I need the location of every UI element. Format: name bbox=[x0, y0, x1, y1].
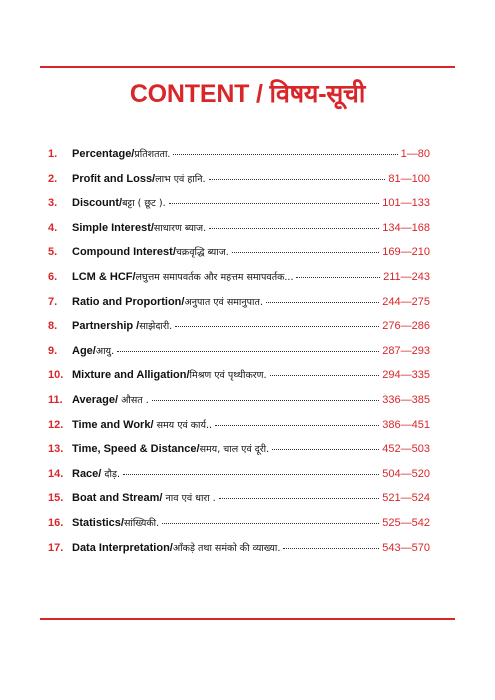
entry-topic-english: Ratio and Proportion/ bbox=[72, 295, 185, 308]
dot-leader bbox=[266, 302, 379, 303]
entry-topic-hindi: साधारण ब्याज. bbox=[153, 222, 207, 234]
entry-page-range: 134—168 bbox=[382, 221, 430, 234]
bottom-divider bbox=[40, 618, 455, 620]
entry-topic bbox=[72, 442, 269, 457]
toc-entry[interactable] bbox=[48, 467, 430, 492]
entry-number: 3. bbox=[48, 197, 58, 210]
entry-number: 5. bbox=[48, 246, 58, 259]
entry-topic bbox=[72, 319, 172, 334]
dot-leader bbox=[283, 548, 379, 549]
entry-topic bbox=[72, 196, 166, 211]
entry-topic-english: Discount/ bbox=[72, 197, 123, 210]
entry-number: 8. bbox=[48, 320, 58, 333]
toc-entry[interactable] bbox=[48, 491, 430, 516]
entry-topic bbox=[72, 516, 159, 531]
dot-leader bbox=[232, 252, 379, 253]
entry-topic-hindi: आयु. bbox=[95, 345, 115, 357]
entry-topic-english: LCM & HCF/ bbox=[72, 270, 136, 283]
entry-page-range: 521—524 bbox=[382, 492, 430, 505]
entry-page-range: 386—451 bbox=[382, 418, 430, 431]
entry-page-range: 101—133 bbox=[382, 197, 430, 210]
entry-topic bbox=[72, 541, 280, 556]
toc-entry[interactable] bbox=[48, 319, 430, 344]
toc-entry[interactable] bbox=[48, 368, 430, 393]
entry-topic bbox=[72, 270, 293, 285]
entry-number: 11. bbox=[48, 393, 63, 406]
entry-topic-hindi: प्रतिशतता. bbox=[134, 149, 171, 160]
entry-topic-english: Time, Speed & Distance/ bbox=[72, 443, 200, 456]
entry-topic bbox=[72, 245, 229, 260]
dot-leader bbox=[209, 228, 379, 229]
entry-page-range: 294—335 bbox=[382, 369, 430, 382]
entry-topic-hindi: बट्टा ( छूट ). bbox=[122, 198, 166, 210]
entry-number: 13. bbox=[48, 443, 64, 456]
entry-topic-english: Boat and Stream/ bbox=[72, 492, 166, 505]
entry-topic-english: Age/ bbox=[72, 344, 96, 357]
toc-entry[interactable] bbox=[48, 196, 430, 221]
entry-topic bbox=[72, 172, 206, 187]
toc-entry[interactable] bbox=[48, 418, 430, 443]
entry-topic bbox=[72, 344, 114, 359]
entry-topic-english: Percentage/ bbox=[72, 148, 135, 160]
dot-leader bbox=[219, 498, 379, 499]
dot-leader bbox=[169, 203, 380, 204]
toc-entry[interactable] bbox=[48, 147, 430, 172]
entry-topic-english: Compound Interest/ bbox=[72, 246, 176, 259]
toc-entry[interactable] bbox=[48, 516, 430, 541]
toc-entry[interactable] bbox=[48, 295, 430, 320]
entry-page-range: 525—542 bbox=[382, 516, 430, 529]
entry-topic-hindi: औसत . bbox=[121, 394, 149, 406]
entry-page-range: 276—286 bbox=[382, 320, 430, 333]
toc-entry[interactable] bbox=[48, 245, 430, 270]
entry-topic-english: Partnership / bbox=[72, 320, 140, 333]
toc-entry[interactable] bbox=[48, 270, 430, 295]
dot-leader bbox=[175, 326, 379, 327]
entry-number: 16. bbox=[48, 516, 64, 529]
entry-number: 1. bbox=[48, 148, 58, 160]
entry-topic-hindi: मिश्रण एवं पृथ्थीकरण. bbox=[189, 370, 267, 382]
entry-number: 6. bbox=[48, 270, 58, 283]
top-divider bbox=[40, 66, 455, 68]
dot-leader bbox=[152, 400, 380, 401]
entry-topic-english: Time and Work/ bbox=[72, 418, 157, 431]
entry-topic-hindi: लाभ एवं हानि. bbox=[155, 173, 206, 185]
dot-leader bbox=[296, 277, 380, 278]
dot-leader bbox=[173, 154, 397, 155]
entry-page-range: 543—570 bbox=[382, 541, 430, 554]
entry-page-range: 287—293 bbox=[382, 344, 430, 357]
dot-leader bbox=[123, 474, 379, 475]
entry-topic-english: Profit and Loss/ bbox=[72, 172, 156, 185]
entry-topic bbox=[72, 418, 212, 433]
entry-number: 15. bbox=[48, 492, 64, 505]
toc-entry[interactable] bbox=[48, 442, 430, 467]
entry-topic-english: Data Interpretation/ bbox=[72, 541, 173, 554]
entry-topic-hindi: अनुपात एवं समानुपात. bbox=[184, 296, 263, 308]
toc-entry[interactable] bbox=[48, 393, 430, 418]
entry-number: 9. bbox=[48, 344, 58, 357]
entry-topic bbox=[72, 295, 263, 310]
entry-number: 7. bbox=[48, 295, 58, 308]
page-title: CONTENT / विषय-सूची bbox=[129, 80, 366, 108]
dot-leader bbox=[117, 351, 379, 352]
entry-number: 14. bbox=[48, 467, 64, 480]
table-of-contents bbox=[48, 147, 430, 565]
entry-topic-hindi: साझेदारी. bbox=[139, 321, 173, 333]
dot-leader bbox=[209, 179, 386, 180]
entry-number: 2. bbox=[48, 172, 58, 185]
dot-leader bbox=[272, 449, 379, 450]
entry-page-range: 336—385 bbox=[382, 393, 430, 406]
entry-topic-hindi: लघुत्तम समापवर्तक और महत्तम समापवर्तक... bbox=[135, 271, 294, 283]
toc-entry[interactable] bbox=[48, 541, 430, 566]
entry-number: 4. bbox=[48, 221, 58, 234]
entry-topic bbox=[72, 147, 170, 162]
entry-topic-hindi: नाव एवं धारा . bbox=[165, 493, 216, 505]
entry-topic bbox=[72, 467, 120, 482]
entry-number: 12. bbox=[48, 418, 64, 431]
toc-entry[interactable] bbox=[48, 172, 430, 197]
entry-topic-hindi: समय, चाल एवं दूरी. bbox=[199, 444, 270, 456]
entry-topic bbox=[72, 368, 267, 383]
entry-topic-english: Mixture and Alligation/ bbox=[72, 369, 190, 382]
entry-topic bbox=[72, 393, 149, 408]
dot-leader bbox=[215, 425, 379, 426]
toc-entry[interactable] bbox=[48, 344, 430, 369]
entry-topic-english: Race/ bbox=[72, 467, 105, 480]
entry-topic bbox=[72, 491, 216, 506]
entry-page-range: 504—520 bbox=[382, 467, 430, 480]
entry-number: 17. bbox=[48, 541, 64, 554]
entry-page-range: 452—503 bbox=[382, 443, 430, 456]
dot-leader bbox=[270, 375, 380, 376]
entry-topic-english: Simple Interest/ bbox=[72, 221, 154, 234]
entry-topic-hindi: सांख्यिकी. bbox=[123, 517, 160, 529]
entry-page-range: 211—243 bbox=[383, 270, 430, 283]
entry-page-range: 1—80 bbox=[400, 148, 430, 160]
dot-leader bbox=[162, 523, 379, 524]
toc-entry[interactable] bbox=[48, 221, 430, 246]
entry-topic-hindi: दौड़. bbox=[104, 468, 121, 480]
entry-page-range: 169—210 bbox=[382, 246, 430, 259]
entry-topic-hindi: समय एवं कार्य.. bbox=[156, 419, 213, 431]
entry-topic-english: Statistics/ bbox=[72, 516, 124, 529]
entry-page-range: 81—100 bbox=[388, 172, 430, 185]
entry-page-range: 244—275 bbox=[382, 295, 430, 308]
entry-topic bbox=[72, 221, 206, 236]
entry-topic-english: Average/ bbox=[72, 393, 122, 406]
entry-topic-hindi: आँकड़े तथा समंको की व्याख्या. bbox=[172, 542, 281, 554]
entry-topic-hindi: चक्रवृद्धि ब्याज. bbox=[175, 247, 229, 259]
entry-number: 10. bbox=[48, 369, 64, 382]
